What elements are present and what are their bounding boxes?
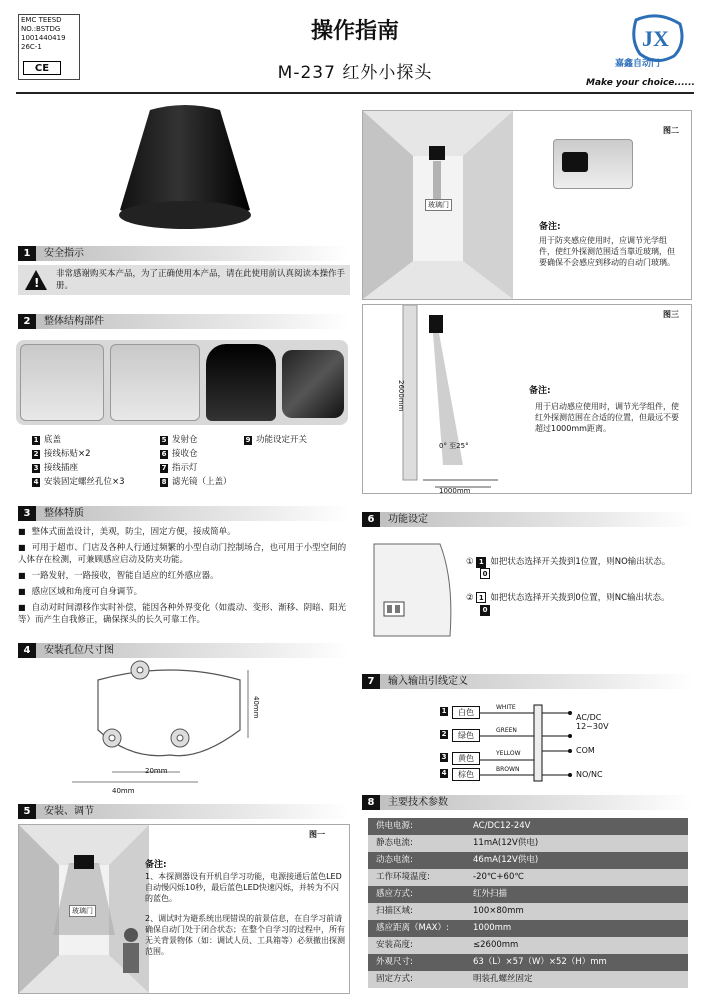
output-power: AC/DC 12~30V xyxy=(576,713,609,731)
page-title: 操作指南 xyxy=(310,19,399,44)
page-subtitle: M-237 红外小探头 xyxy=(277,63,433,83)
wire-en-label: BROWN xyxy=(496,766,520,773)
section-title: 安装孔位尺寸图 xyxy=(44,645,114,656)
note-title: 备注: xyxy=(529,386,551,396)
wire-item: 3 xyxy=(441,753,447,761)
brand-name: 嘉鑫自动门 xyxy=(615,59,661,69)
section-header xyxy=(18,314,350,329)
base-photo xyxy=(20,344,104,421)
feature-item: ■ 可用于超市、门店及各种人行通过频繁的小型自动门控制场合，也可用于小型空间的人体存在检测，可兼顾感应启动及防夹功能。 xyxy=(18,542,350,566)
spec-row: 静态电流: 11mA(12V供电) xyxy=(368,835,688,852)
wire-en-label: GREEN xyxy=(496,727,517,734)
part-item: 4 安装固定螺丝孔位×3 xyxy=(33,477,125,487)
section-title: 功能设定 xyxy=(388,514,428,525)
figure-3 xyxy=(362,304,692,494)
part-item: 2 接线标贴×2 xyxy=(33,449,91,459)
header-divider xyxy=(16,92,694,94)
warning-text: 非常感谢购买本产品，为了正确使用本产品，请在此使用前认真阅读本操作手册。 xyxy=(56,269,346,291)
slogan: Make your choice...... xyxy=(586,78,695,88)
angle-label: 0° 至25° xyxy=(439,442,469,450)
figure-label: 图一 xyxy=(309,830,325,839)
part-item: 9 功能设定开关 xyxy=(245,435,308,445)
figure-2 xyxy=(362,110,692,300)
product-photo xyxy=(110,105,260,240)
output-nonc: NO/NC xyxy=(576,770,603,779)
glass-door-label: 玻璃门 xyxy=(69,905,96,917)
section-number: 6 xyxy=(362,512,380,527)
function-option: ② 1 如把状态选择开关拨到0位置，则NC输出状态。 0 xyxy=(466,593,670,614)
spec-row: 安装高度: ≤2600mm xyxy=(368,937,688,954)
note-text: 用于启动感应使用时，调节光学组件，使红外探测范围在合适的位置，但最远不要超过1000mm距离。 xyxy=(535,402,679,433)
ce-mark: CE xyxy=(23,61,61,75)
section-header xyxy=(18,804,350,819)
part-item: 8 滤光镜（上盖） xyxy=(161,477,232,487)
section-header xyxy=(362,512,694,527)
wiring-diagram xyxy=(362,693,690,785)
dimension-height: 40mm xyxy=(252,696,260,719)
section-title: 主要技术参数 xyxy=(388,797,448,808)
part-item: 1 底盖 xyxy=(33,435,62,445)
note-text: 用于防夹感应使用时，应调节光学组件，使红外探测范围适当靠近玻璃，但要确保不会感应到移动的自动门玻璃。 xyxy=(539,236,675,267)
label-line: 26C-1 xyxy=(21,43,42,51)
feature-item: ■ 整体式面盖设计，美观，防尘，固定方便，接成简单。 xyxy=(18,526,350,538)
spec-row: 工作环境温度: -20℃+60℃ xyxy=(368,869,688,886)
section-number: 2 xyxy=(18,314,36,329)
side-view-illustration xyxy=(363,305,503,493)
width-dimension: 1000mm xyxy=(439,487,471,495)
part-item: 6 接收仓 xyxy=(161,449,198,459)
spec-row: 扫描区域: 100×80mm xyxy=(368,903,688,920)
wire-color-tag: 棕色 xyxy=(452,768,480,781)
wire-en-label: WHITE xyxy=(496,704,516,711)
hand-adjust-photo xyxy=(553,139,633,189)
glass-door-label: 玻璃门 xyxy=(425,199,452,211)
wire-color-tag: 绿色 xyxy=(452,729,480,742)
dimension-width: 40mm xyxy=(112,787,135,795)
feature-list xyxy=(18,526,350,626)
wire-color-tag: 黄色 xyxy=(452,752,480,765)
section-header xyxy=(18,246,350,261)
label-line: EMC TEESD xyxy=(21,16,62,24)
parts-photo-panel xyxy=(16,340,348,425)
function-switch-illustration xyxy=(370,540,460,640)
spec-row: 供电电源: AC/DC12-24V xyxy=(368,818,688,835)
warning-panel xyxy=(18,265,350,295)
note-text: 1、本探测器设有开机自学习功能，电源接通后蓝色LED自动慢闪烁10秒，最后蓝色LED快速闪烁，并转为不闪的蓝色。 xyxy=(145,872,342,903)
warning-icon xyxy=(24,269,48,291)
part-item: 7 指示灯 xyxy=(161,463,198,473)
feature-item: ■ 一路发射，一路接收，智能自适应的红外感应器。 xyxy=(18,570,350,582)
section-title: 输入输出引线定义 xyxy=(388,676,468,687)
section-number: 4 xyxy=(18,643,36,658)
section-header xyxy=(362,795,694,810)
part-item: 5 发射仓 xyxy=(161,435,198,445)
spec-row: 感应距离（MAX）: 1000mm xyxy=(368,920,688,937)
svg-text:!: ! xyxy=(34,276,40,290)
wire-color-tag: 白色 xyxy=(452,706,480,719)
figure-label: 图二 xyxy=(663,126,679,135)
spec-row: 外观尺寸: 63（L）×57（W）×52（H）mm xyxy=(368,954,688,971)
section-title: 安全指示 xyxy=(44,248,84,259)
wire-item: 4 xyxy=(441,769,447,777)
svg-text:JX: JX xyxy=(642,26,669,51)
wire-en-label: YELLOW xyxy=(496,750,521,757)
section-header xyxy=(18,643,350,658)
feature-item: ■ 感应区域和角度可自身调节。 xyxy=(18,586,350,598)
section-header xyxy=(18,506,350,521)
section-number: 1 xyxy=(18,246,36,261)
note-title: 备注: xyxy=(539,222,561,232)
spec-row: 感应方式: 红外扫描 xyxy=(368,886,688,903)
brand-logo-icon xyxy=(630,14,686,62)
spec-table xyxy=(368,818,688,988)
figure-label: 图三 xyxy=(663,310,679,319)
board-photo xyxy=(110,344,200,421)
feature-item: ■ 自动对时间漂移作实时补偿，能因各种外界变化（如震动、变形、渐移、阴暗、阳光等）而产生自我修正，确保探头的长久可靠工作。 xyxy=(18,602,350,626)
wire-item: 1 xyxy=(441,707,447,715)
dimension-inner-width: 20mm xyxy=(145,767,168,775)
output-com: COM xyxy=(576,746,595,755)
spec-row: 固定方式: 明装孔螺丝固定 xyxy=(368,971,688,988)
label-line: NO.:BSTDG xyxy=(21,25,61,33)
wire-item: 2 xyxy=(441,730,447,738)
spec-row: 动态电流: 46mA(12V供电) xyxy=(368,852,688,869)
mounting-hole-diagram xyxy=(70,660,270,790)
filter-lens-photo xyxy=(282,350,344,418)
height-dimension: 2600mm xyxy=(397,380,405,412)
section-number: 3 xyxy=(18,506,36,521)
wiring-lines xyxy=(362,693,690,785)
note-title: 备注: xyxy=(145,860,167,870)
section-header xyxy=(362,674,694,689)
note-text: 2、调试时为避系统出现错误的前景信息，在自学习前请确保自动门处于闭合状态；在整个自学习的过程中，所有无关背景物体（如：调试人员、工具箱等）必须撤出探测范围。 xyxy=(145,914,345,956)
section-number: 8 xyxy=(362,795,380,810)
label-line: 1001440419 xyxy=(21,34,66,42)
part-item: 3 接线插座 xyxy=(33,463,79,473)
section-number: 7 xyxy=(362,674,380,689)
section-number: 5 xyxy=(18,804,36,819)
section-title: 整体特质 xyxy=(44,508,84,519)
section-title: 整体结构部件 xyxy=(44,316,104,327)
cover-photo xyxy=(206,344,276,421)
function-option: ① 1 如把状态选择开关拨到1位置，则NO输出状态。 0 xyxy=(466,557,671,578)
figure-1 xyxy=(18,824,350,994)
section-title: 安装、调节 xyxy=(44,806,94,817)
